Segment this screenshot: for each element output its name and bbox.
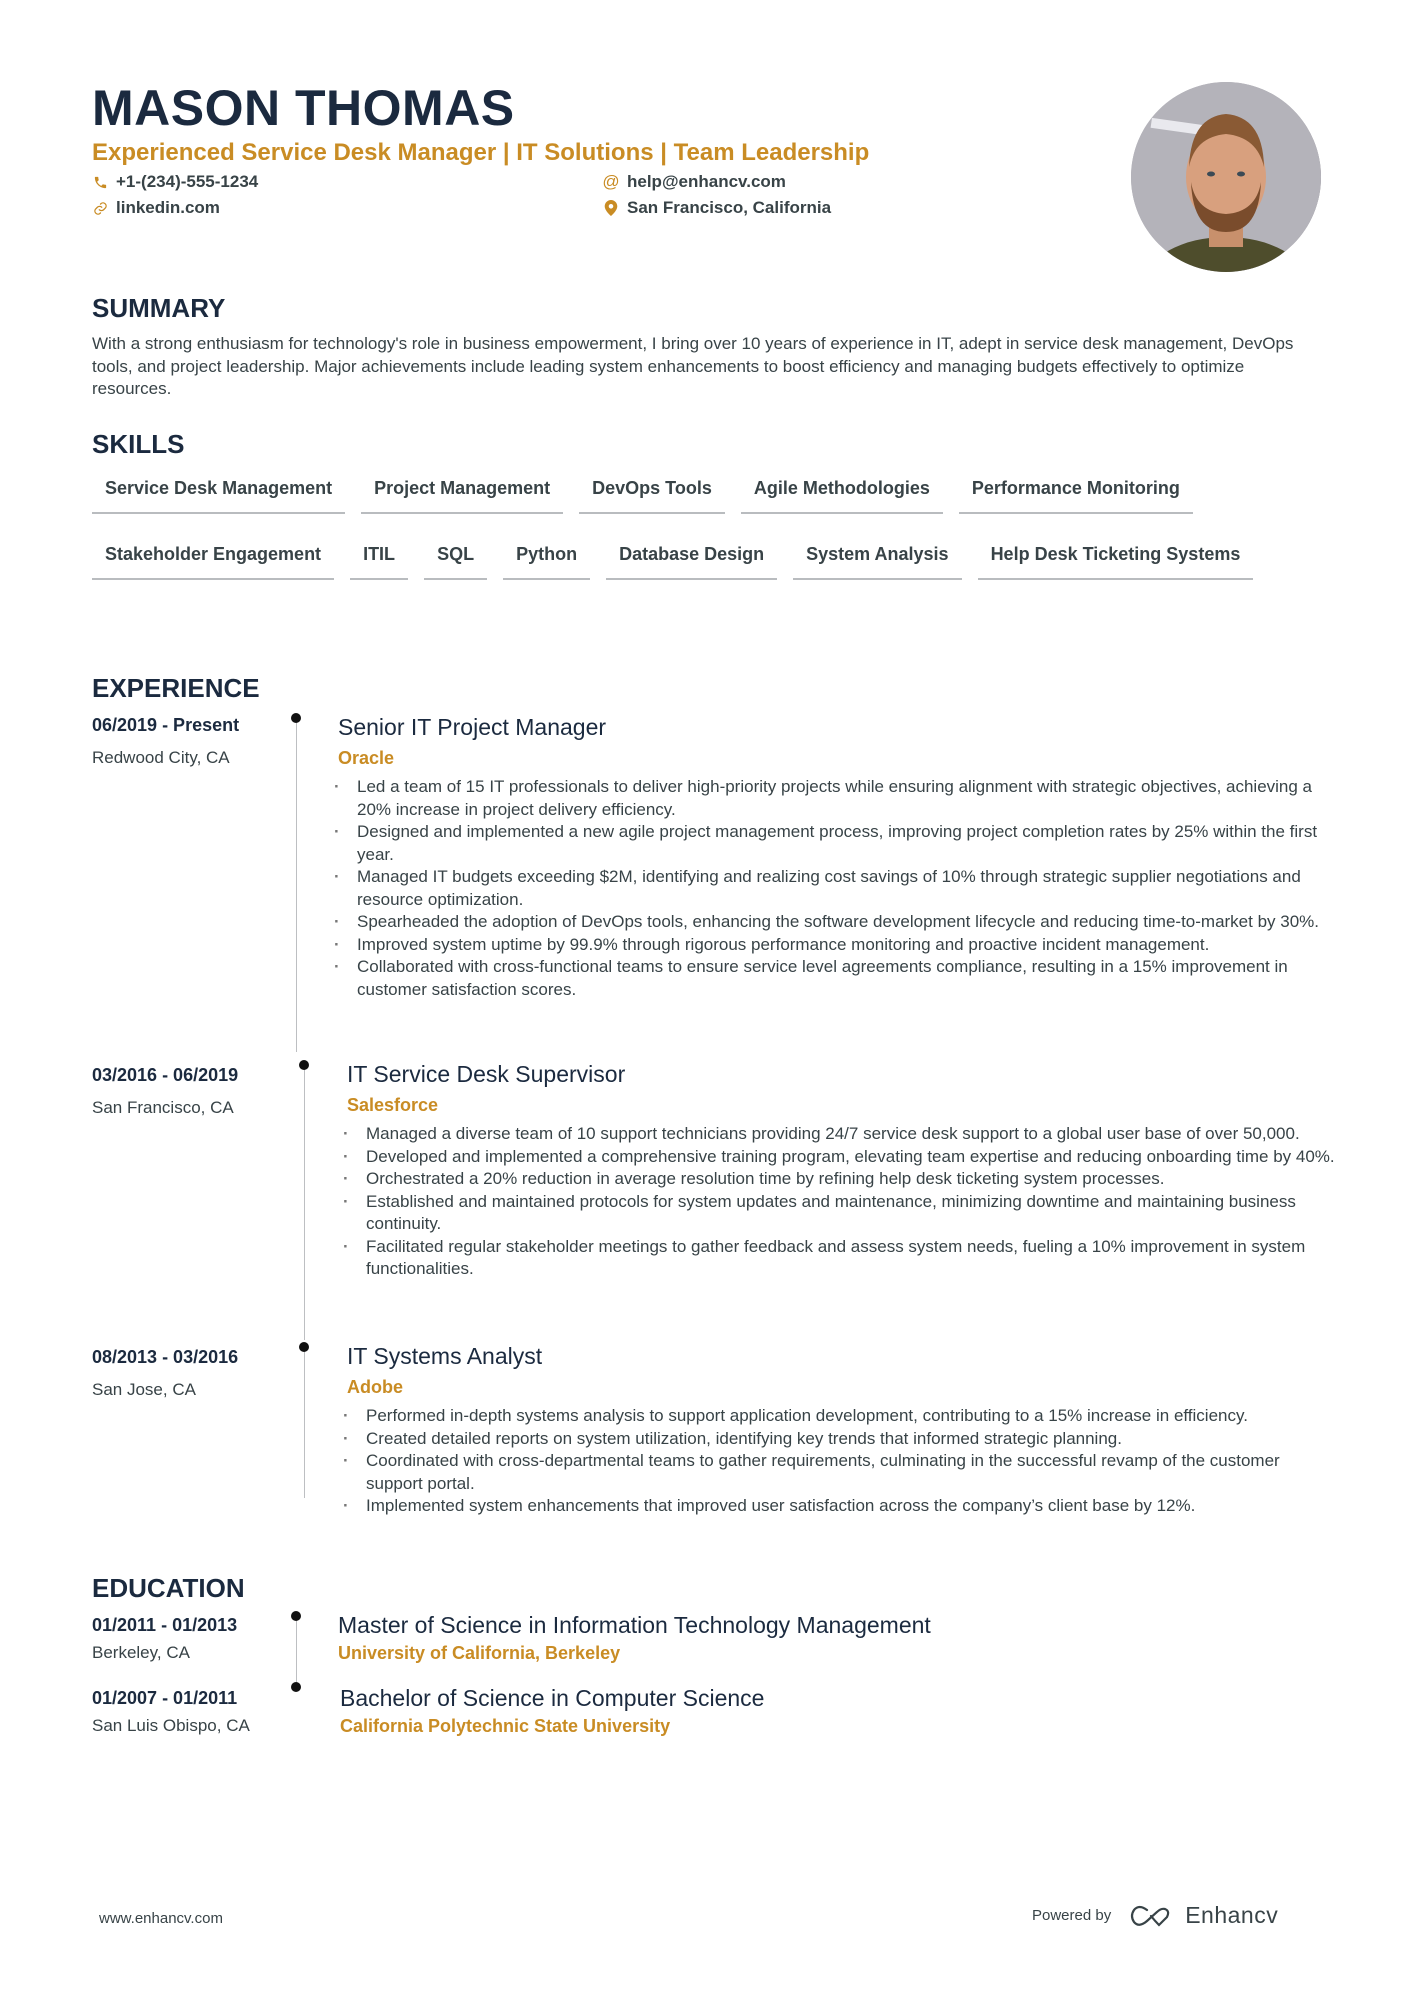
bullet-item: · Managed IT budgets exceeding $2M, identifying and realizing cost savings of 10% through strategic supplier negotiations and resource optimization. (329, 866, 1329, 911)
bullet-item: · Coordinated with cross-departmental teams to gather requirements, culminating in the successful revamp of the customer support portal. (338, 1450, 1338, 1495)
skill-tag: Service Desk Management (92, 470, 345, 514)
headline: Experienced Service Desk Manager | IT Solutions | Team Leadership (92, 139, 870, 166)
linkedin-link[interactable]: linkedin.com (116, 198, 220, 217)
skills-list (92, 470, 1332, 580)
bullet-item: · Created detailed reports on system utilization, identifying key trends that informed strategic planning. (338, 1428, 1338, 1451)
job-location: San Jose, CA (92, 1380, 196, 1399)
phone-icon (92, 174, 108, 190)
timeline-line (304, 1068, 305, 1340)
timeline-line (296, 1618, 297, 1684)
company-name: Adobe (347, 1377, 403, 1397)
phone-text: +1-(234)-555-1234 (116, 172, 259, 191)
job-bullets (338, 1123, 1338, 1281)
education-heading: EDUCATION (92, 1573, 245, 1603)
link-icon (92, 200, 108, 216)
timeline-dot (291, 1682, 301, 1692)
skill-tag: SQL (424, 536, 487, 580)
bullet-item: · Performed in-depth systems analysis to support application development, contributing to a 15% increase in efficiency. (338, 1405, 1338, 1428)
bullet-item: · Spearheaded the adoption of DevOps tools, enhancing the software development lifecycle and reducing time-to-market by 30%. (329, 911, 1329, 934)
skill-tag: ITIL (350, 536, 408, 580)
edu-dates: 01/2011 - 01/2013 (92, 1615, 238, 1635)
location-pin-icon (603, 200, 619, 216)
email-link[interactable]: help@enhancv.com (627, 172, 786, 191)
skills-heading: SKILLS (92, 429, 185, 459)
skill-tag: Stakeholder Engagement (92, 536, 334, 580)
edu-dates: 01/2007 - 01/2011 (92, 1688, 238, 1708)
skill-tag: Help Desk Ticketing Systems (978, 536, 1254, 580)
edu-location: San Luis Obispo, CA (92, 1716, 250, 1735)
bullet-item: · Orchestrated a 20% reduction in average resolution time by refining help desk ticketing system processes. (338, 1168, 1338, 1191)
timeline-dot (299, 1060, 309, 1070)
contact-phone (92, 171, 258, 193)
skill-tag: Database Design (606, 536, 777, 580)
experience-entry (92, 1061, 1335, 1345)
timeline-dot (291, 713, 301, 723)
footer-website[interactable]: www.enhancv.com (99, 1910, 223, 1927)
school-name: California Polytechnic State University (340, 1716, 671, 1736)
bullet-item: · Collaborated with cross-functional teams to ensure service level agreements compliance, resulting in a 15% improvement in customer satisfaction scores. (329, 956, 1329, 1001)
job-bullets (329, 776, 1329, 1001)
company-name: Oracle (338, 748, 395, 768)
enhancv-logo[interactable] (1129, 1902, 1278, 1929)
job-dates: 03/2016 - 06/2019 (92, 1065, 239, 1085)
job-dates: 06/2019 - Present (92, 715, 240, 735)
contact-location (603, 197, 831, 219)
summary-text: With a strong enthusiasm for technology's role in business empowerment, I bring over 10 years of experience in IT, adept in service desk management, DevOps tools, and project leadership. Major achievements include leading system enhancements to boost efficiency and managing budgets effectively to optimize resources. (92, 334, 1294, 398)
candidate-name: MASON THOMAS (92, 80, 515, 136)
contact-linkedin[interactable] (92, 197, 220, 219)
powered-by-label: Powered by (1032, 1907, 1112, 1924)
timeline-line (304, 1350, 305, 1498)
bullet-item: · Managed a diverse team of 10 support technicians providing 24/7 service desk support to a global user base of over 50,000. (338, 1123, 1338, 1146)
job-title: IT Service Desk Supervisor (347, 1061, 626, 1087)
school-name: University of California, Berkeley (338, 1643, 621, 1663)
company-name: Salesforce (347, 1095, 439, 1115)
job-location: San Francisco, CA (92, 1098, 234, 1117)
bullet-item: · Improved system uptime by 99.9% through rigorous performance monitoring and proactive incident management. (329, 934, 1329, 957)
bullet-item: · Developed and implemented a comprehensive training program, elevating team expertise and reducing onboarding time by 40%. (338, 1146, 1338, 1169)
job-bullets (338, 1405, 1338, 1518)
bullet-item: · Designed and implemented a new agile project management process, improving project completion rates by 25% within the first year. (329, 821, 1329, 866)
timeline-dot (299, 1342, 309, 1352)
timeline-line (296, 718, 297, 1052)
contact-email[interactable] (603, 171, 786, 193)
location-text: San Francisco, California (627, 198, 832, 217)
enhancv-logo-icon (1129, 1904, 1175, 1928)
at-icon: @ (602, 172, 620, 191)
skill-tag: System Analysis (793, 536, 961, 580)
job-title: Senior IT Project Manager (338, 714, 607, 740)
bullet-item: · Established and maintained protocols for system updates and maintenance, minimizing downtime and maintaining business continuity. (338, 1191, 1338, 1236)
experience-entry (92, 1345, 1332, 1545)
footer-branding (1032, 1902, 1278, 1929)
edu-location: Berkeley, CA (92, 1643, 190, 1662)
skill-tag: Agile Methodologies (741, 470, 943, 514)
education-entry (92, 1686, 1332, 1758)
degree-title: Bachelor of Science in Computer Science (340, 1685, 765, 1711)
brand-name: Enhancv (1185, 1902, 1279, 1928)
experience-heading: EXPERIENCE (92, 673, 260, 703)
job-title: IT Systems Analyst (347, 1343, 543, 1369)
summary-heading: SUMMARY (92, 293, 226, 323)
skill-tag: Project Management (361, 470, 563, 514)
job-location: Redwood City, CA (92, 748, 230, 767)
skill-tag: DevOps Tools (579, 470, 725, 514)
skill-tag: Python (503, 536, 590, 580)
profile-photo (1131, 82, 1321, 272)
education-entry (92, 1613, 1332, 1685)
bullet-item: · Implemented system enhancements that improved user satisfaction across the company’s client base by 12%. (338, 1495, 1338, 1518)
timeline-dot (291, 1611, 301, 1621)
job-dates: 08/2013 - 03/2016 (92, 1347, 239, 1367)
skill-tag: Performance Monitoring (959, 470, 1193, 514)
degree-title: Master of Science in Information Technology Management (338, 1612, 931, 1638)
experience-entry (92, 713, 1332, 1053)
bullet-item: · Facilitated regular stakeholder meetings to gather feedback and assess system needs, fueling a 10% improvement in system functionalities. (338, 1236, 1338, 1281)
bullet-item: · Led a team of 15 IT professionals to deliver high-priority projects while ensuring alignment with strategic objectives, achieving a 20% increase in project delivery efficiency. (329, 776, 1329, 821)
